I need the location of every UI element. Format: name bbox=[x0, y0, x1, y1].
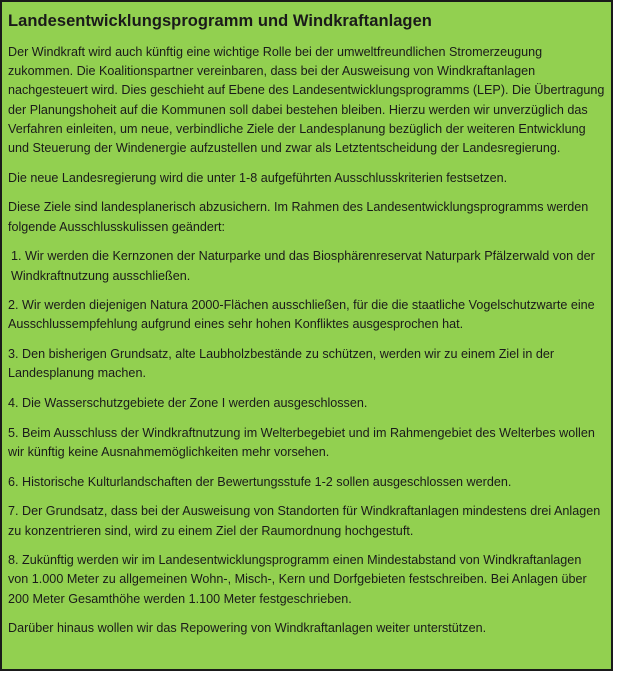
list-item-7: 7. Der Grundsatz, dass bei der Ausweisung von Standorten für Windkraftanlagen mindestens drei Anlagen zu konzentrieren sind, wird zu einem Ziel der Raumordnung hochgestuft. bbox=[8, 504, 601, 538]
list-item-4: 4. Die Wasserschutzgebiete der Zone I werden ausgeschlossen. bbox=[8, 396, 368, 411]
list-item-5: 5. Beim Ausschluss der Windkraftnutzung im Welterbegebiet und im Rahmengebiet des Welterbes wollen wir künftig keine Ausnahmemöglichkeiten mehr vorsehen. bbox=[8, 425, 595, 459]
document-title: Landesentwicklungsprogramm und Windkraftanlagen bbox=[8, 12, 432, 30]
list-item-8: 8. Zukünftig werden wir im Landesentwicklungsprogramm einen Mindestabstand von Windkraftanlagen von 1.000 Meter zu allgemeinen Wohn-, Misch-, Kern und Dorfgebieten festschreiben. Bei Anlagen über 200 Meter Gesamthöhe werden 1.100 Meter festgeschrieben. bbox=[8, 553, 587, 606]
closing-paragraph: Darüber hinaus wollen wir das Repowering von Windkraftanlagen weiter unterstützen. bbox=[8, 621, 487, 636]
list-item-1: 1. Wir werden die Kernzonen der Naturparke und das Biosphärenreservat Naturpark Pfälzerwald von der Windkraftnutzung ausschließen. bbox=[11, 249, 595, 283]
goals-paragraph: Diese Ziele sind landesplanerisch abzusichern. Im Rahmen des Landesentwicklungsprogramms werden folgende Ausschlusskulissen geändert: bbox=[8, 200, 589, 234]
list-item-3: 3. Den bisherigen Grundsatz, alte Laubholzbestände zu schützen, werden wir zu einem Ziel in der Landesplanung machen. bbox=[8, 347, 555, 381]
intro-paragraph: Der Windkraft wird auch künftig eine wichtige Rolle bei der umweltfreundlichen Stromerzeugung zukommen. Die Koalitionspartner vereinbaren, dass bei der Ausweisung von Windkraftanlagen nachgesteuert wird. Dies geschieht auf Ebene des Landesentwicklungsprogramms (LEP). Die Übertragung der Planungshoheit auf die Kommunen soll dabei bestehen bleiben. Hierzu werden wir unverzüglich das Verfahren einleiten, um neue, verbindliche Ziele der Landesplanung bezüglich der weiteren Entwicklung und Steuerung der Windenergie aufzustellen und zwar als Letztentscheidung der Landesregierung. bbox=[8, 45, 605, 156]
list-item-2: 2. Wir werden diejenigen Natura 2000-Flächen ausschließen, für die die staatliche Vogelschutzwarte eine Ausschlussempfehlung aufgrund eines sehr hohen Konfliktes ausgesprochen hat. bbox=[8, 298, 595, 332]
criteria-paragraph: Die neue Landesregierung wird die unter 1-8 aufgeführten Ausschlusskriterien festsetzen. bbox=[8, 170, 508, 185]
list-item-6: 6. Historische Kulturlandschaften der Bewertungsstufe 1-2 sollen ausgeschlossen werden. bbox=[8, 474, 512, 489]
